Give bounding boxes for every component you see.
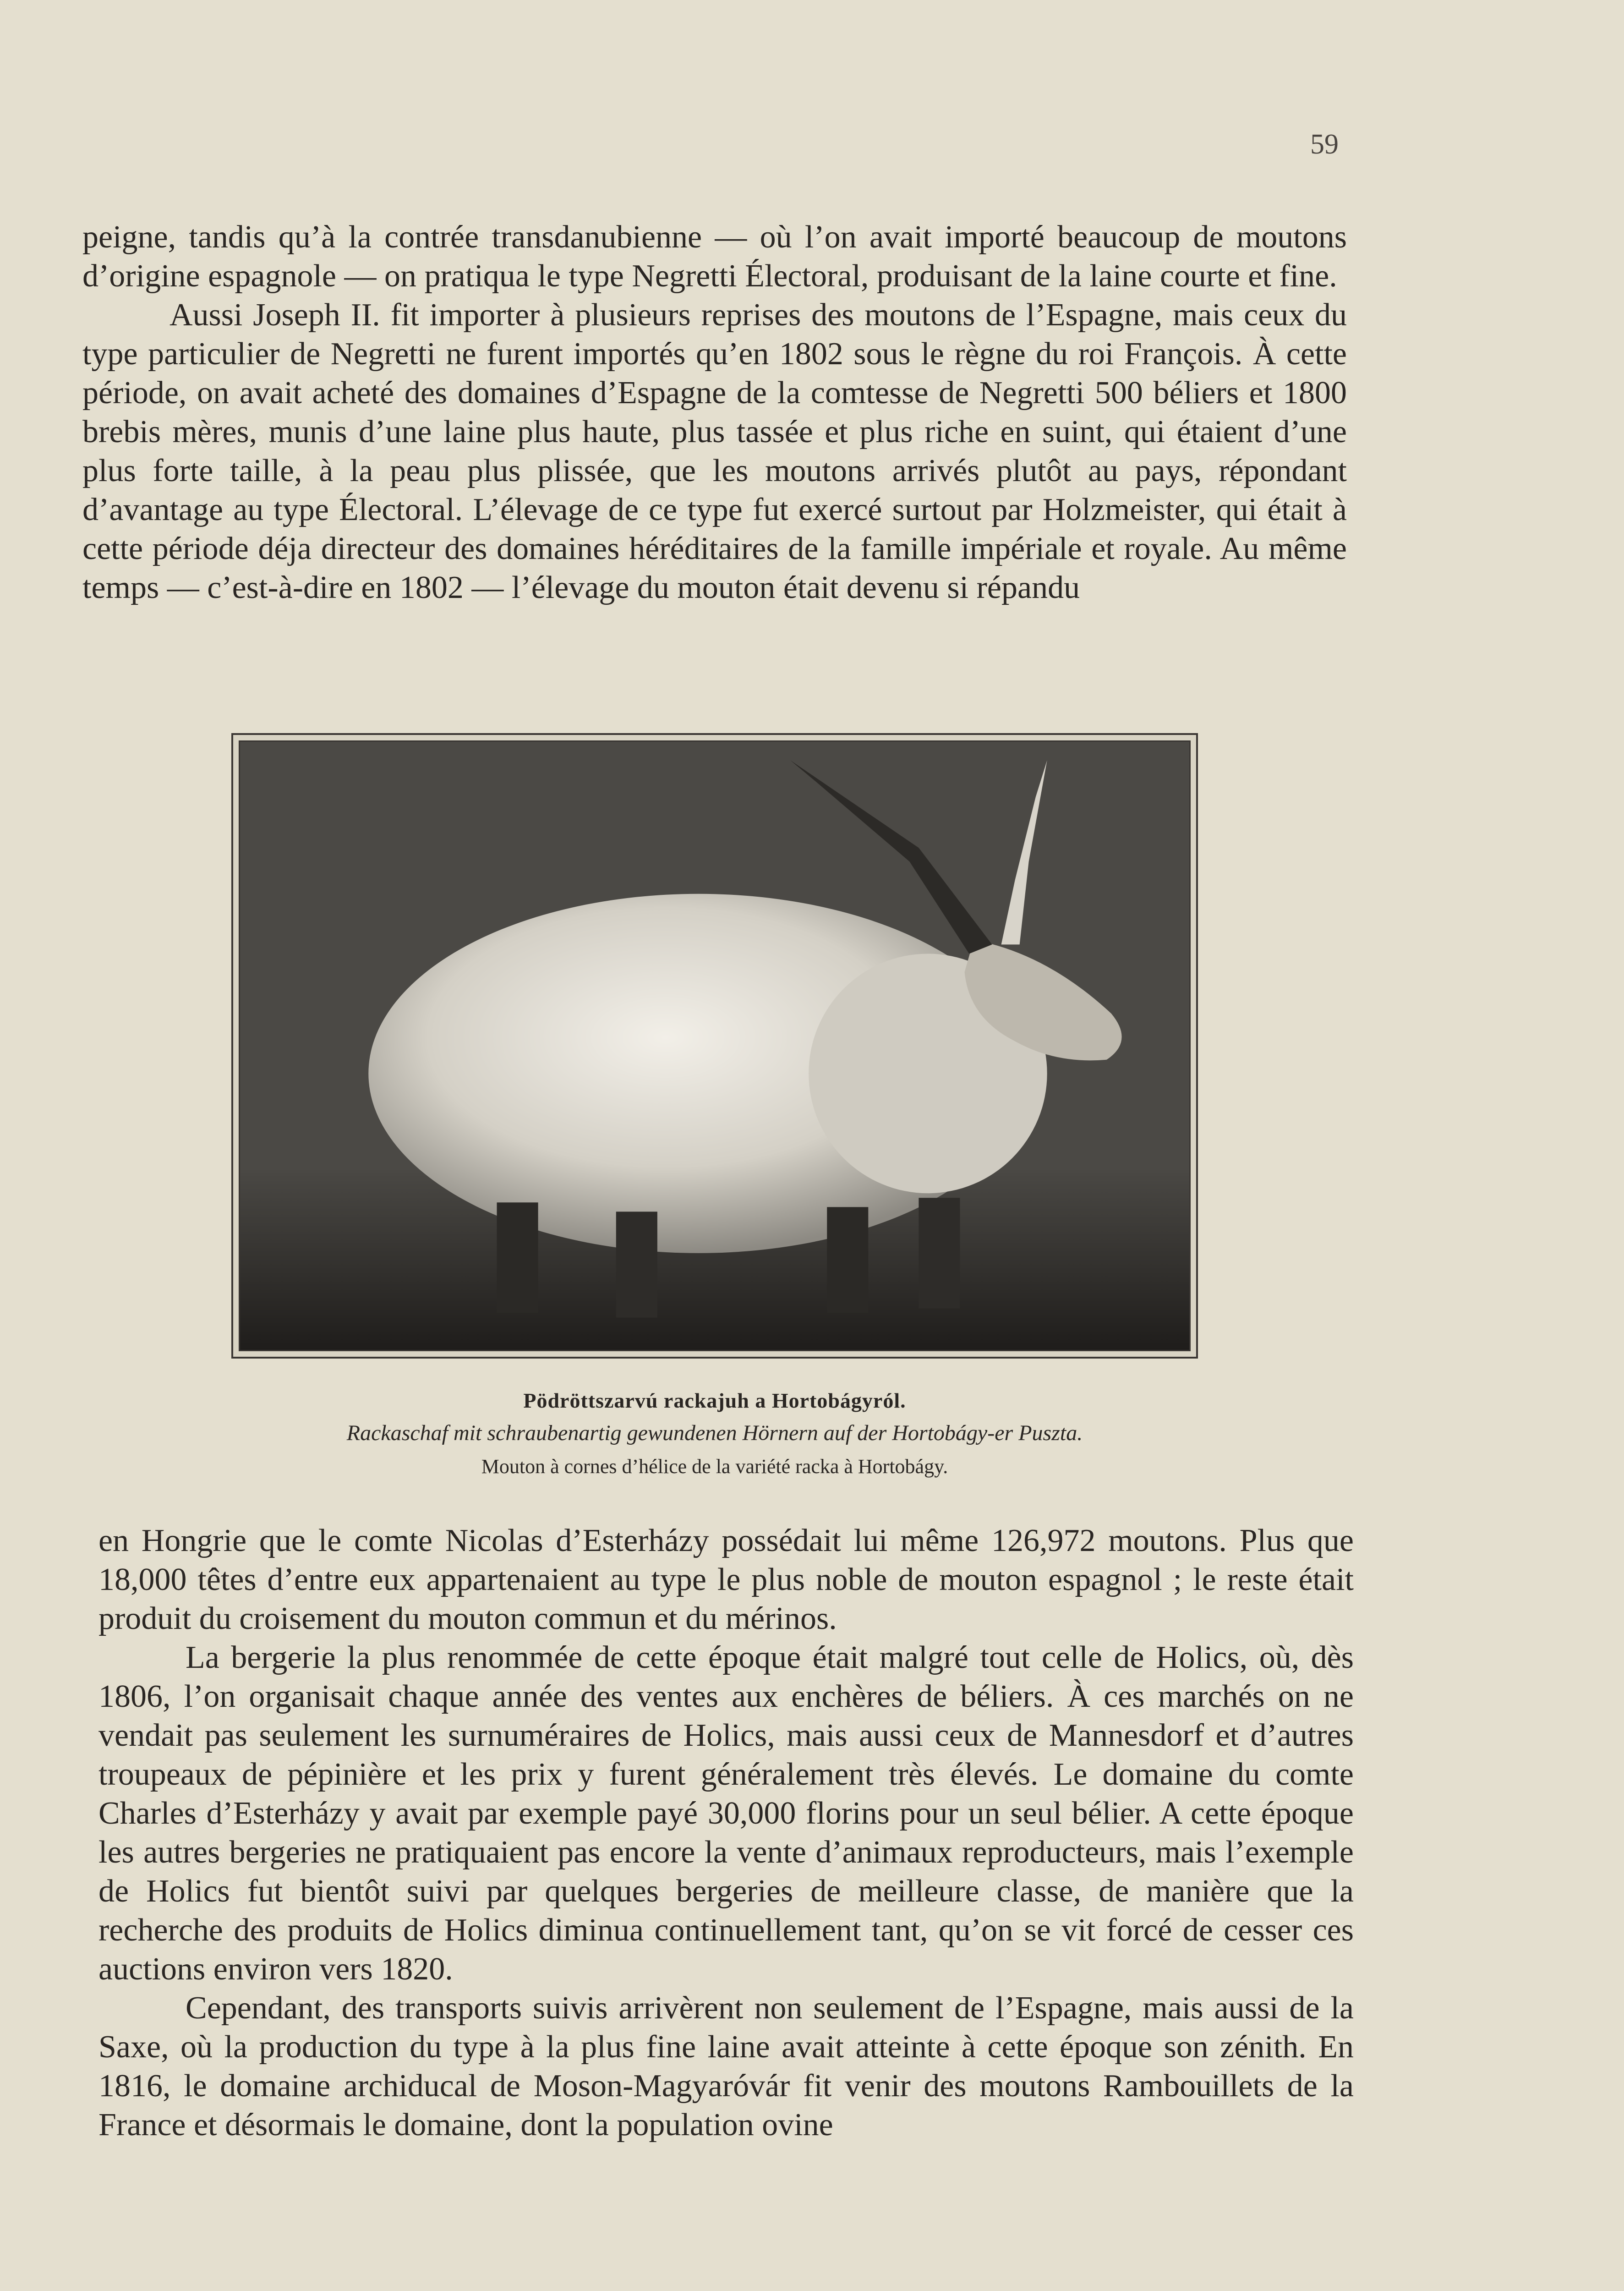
paragraph: Aussi Joseph II. fit importer à plusieurs reprises des moutons de l’Espagne, mais ceux du type particulier de Negretti ne furent importés qu’en 1802 sous le règne du roi François. À cette période, on avait acheté des domaines d’Espagne de la comtesse de Negretti 500 béliers et 1800 brebis mères, munis d’une laine plus haute, plus tassée et plus riche en suint, qui étaient d’une plus forte taille, à la peau plus plissée, que les moutons arrivés plutôt au pays, répondant d’avantage au type Électoral. L’élevage de ce type fut exercé surtout par Holzmeister, qui était à cette période déja directeur des domaines héréditaires de la famille impériale et royale. Au même temps — c’est-à-dire en 1802 — l’élevage du mouton était devenu si répandu (82, 297, 1347, 605)
paragraph: en Hongrie que le comte Nicolas d’Esterházy possédait lui même 126,972 moutons. Plus que 18,000 têtes d’entre eux appartenaient au type le plus noble de mouton espagnol ; le reste était produit du croisement du mouton commun et du mérinos. (98, 1523, 1354, 1636)
figure-caption-french: Mouton à cornes d’hélice de la variété racka à Hortobágy. (481, 1455, 948, 1478)
sheep-leg (919, 1198, 960, 1308)
page-number: 59 (1310, 129, 1339, 160)
paragraph: La bergerie la plus renommée de cette époque était malgré tout celle de Holics, où, dès 1806, l’on organisait chaque année des ventes aux enchères de béliers. À ces marchés on ne vendait pas seulement les surnuméraires de Holics, mais aussi ceux de Mannesdorf et d’autres troupeaux de pépinière et les prix y furent généralement très élevés. Le domaine du comte Charles d’Esterházy y avait par exemple payé 30,000 florins pour un seul bélier. A cette époque les autres bergeries ne pratiquaient pas encore la vente d’animaux reproducteurs, mais l’exemple de Holics fut bientôt suivi par quelques bergeries de meilleure classe, de manière que la recherche des produits de Holics diminua continuellement tant, qu’on se vit forcé de cesser ces auctions environ vers 1820. (98, 1640, 1354, 1987)
paragraph: peigne, tandis qu’à la contrée transdanubienne — où l’on avait importé beaucoup de moutons d’origine espagnole — on pratiqua le type Negretti Électoral, produisant de la laine courte et fine. (82, 219, 1347, 294)
text-block-bottom (98, 1521, 1354, 2144)
sheep-leg (616, 1211, 657, 1317)
racka-sheep-photo (239, 740, 1191, 1351)
text-block-top (82, 218, 1347, 607)
photo-frame (231, 733, 1198, 1359)
figure-caption-hungarian: Pödröttszarvú rackajuh a Hortobágyról. (523, 1389, 906, 1412)
sheep-leg (827, 1207, 868, 1313)
figure-caption-german: Rackaschaf mit schraubenartig gewundenen Hörnern auf der Hortobágy-er Puszta. (346, 1421, 1083, 1445)
paragraph: Cependant, des transports suivis arrivèrent non seulement de l’Espagne, mais aussi de la Saxe, où la production du type à la plus fine laine avait atteinte à cette époque son zénith. En 1816, le domaine archiducal de Moson-Magyaróvár fit venir des moutons Rambouillets de la France et désormais le domaine, dont la population ovine (98, 1990, 1354, 2143)
sheep-leg (497, 1202, 538, 1313)
racka-sheep-illustration (240, 742, 1189, 1350)
